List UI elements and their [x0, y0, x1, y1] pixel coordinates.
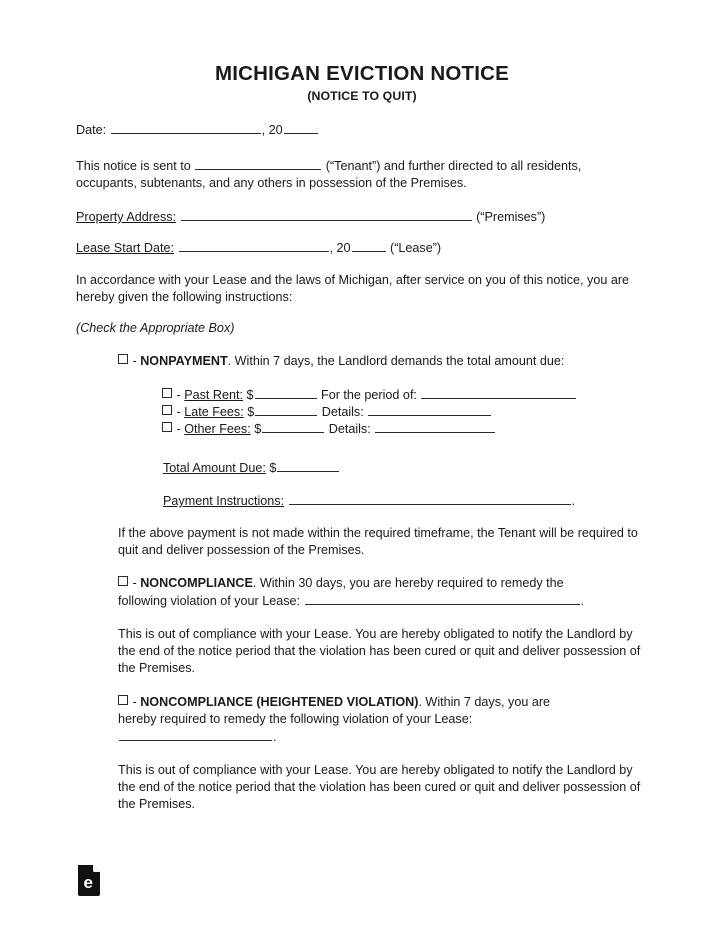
lease-start-date-line [76, 239, 654, 257]
noncompliance-heightened-option[interactable] [118, 694, 648, 747]
noncompliance-heightened-dash: - [132, 695, 137, 709]
late-fees-details-blank[interactable] [368, 403, 491, 416]
past-rent-dash: - [176, 388, 181, 402]
document-header [76, 62, 648, 103]
other-fees-detail-label: Details: [328, 422, 371, 436]
nonpayment-body: . Within 7 days, the Landlord demands the total amount due: [227, 354, 565, 368]
nonpayment-failure-paragraph: If the above payment is not made within the required timeframe, the Tenant will be required to quit and deliver possession of the Premises. [118, 526, 638, 558]
payment-instructions-label: Payment Instructions: [163, 494, 285, 508]
late-fees-detail-label: Details: [321, 405, 364, 419]
check-box-instruction: (Check the Appropriate Box) [76, 321, 235, 335]
noncompliance-compliance-paragraph: This is out of compliance with your Lease. You are hereby obligated to notify the Landlord by the end of the notice period that the violation has been cured or quit and deliver possession of the Premises. [118, 627, 641, 676]
total-amount-due-label: Total Amount Due: [163, 461, 266, 475]
eforms-document-icon [76, 864, 102, 897]
noncompliance-heightened-violation-blank[interactable] [119, 728, 272, 741]
tenant-name-blank[interactable] [195, 157, 321, 170]
past-rent-detail-label: For the period of: [321, 388, 417, 402]
past-rent-currency: $ [246, 388, 254, 402]
noncompliance-second-line: following violation of your Lease: [118, 594, 301, 609]
noncompliance-heading: NONCOMPLIANCE [140, 576, 253, 590]
lease-start-date-blank[interactable] [179, 239, 329, 252]
noncompliance-dash: - [132, 576, 137, 590]
date-input-blank[interactable] [111, 121, 261, 134]
property-address-label: Property Address: [76, 210, 177, 224]
lease-year-blank[interactable] [352, 239, 386, 252]
accordance-paragraph: In accordance with your Lease and the laws of Michigan, after service on you of this notice, you are hereby given the following instructions: [76, 273, 630, 305]
total-amount-due-line [163, 459, 653, 477]
nonpayment-option[interactable] [118, 353, 648, 370]
late-fees-currency: $ [247, 405, 255, 419]
late-fees-row[interactable] [162, 403, 652, 421]
date-label: Date: [76, 123, 107, 137]
tenant-text-before: This notice is sent to [76, 159, 191, 173]
tenant-second-line: occupants, subtenants, and any others in possession of the Premises. [76, 176, 467, 191]
late-fees-amount-blank[interactable] [255, 403, 317, 416]
lease-start-date-label: Lease Start Date: [76, 241, 175, 255]
other-fees-amount-blank[interactable] [262, 420, 324, 433]
total-amount-currency: $ [269, 461, 277, 475]
date-line [76, 121, 648, 139]
payment-instructions-blank[interactable] [289, 492, 571, 505]
date-year-input-blank[interactable] [284, 121, 318, 134]
past-rent-row[interactable] [162, 386, 652, 404]
past-rent-amount-blank[interactable] [255, 386, 317, 399]
nonpayment-heading: NONPAYMENT [140, 354, 228, 368]
payment-instructions-line [163, 492, 653, 510]
noncompliance-heightened-checkbox[interactable] [118, 695, 128, 705]
noncompliance-checkbox[interactable] [118, 576, 128, 586]
page-title: MICHIGAN EVICTION NOTICE [214, 62, 510, 85]
noncompliance-period: . [580, 594, 585, 609]
other-fees-currency: $ [254, 422, 262, 436]
lease-year-prefix: , 20 [329, 241, 351, 255]
noncompliance-heightened-compliance-paragraph: This is out of compliance with your Lease. You are hereby obligated to notify the Landlord by the end of the notice period that the violation has been cured or quit and deliver possession of the Premises. [118, 763, 641, 812]
late-fees-label: Late Fees: [184, 405, 244, 419]
noncompliance-heightened-body: . Within 7 days, you are [418, 695, 551, 709]
tenant-text-after: (“Tenant”) and further directed to all residents, [325, 159, 582, 173]
noncompliance-heightened-heading: NONCOMPLIANCE (HEIGHTENED VIOLATION) [140, 695, 419, 709]
past-rent-label: Past Rent: [184, 388, 244, 402]
payment-instructions-period: . [571, 494, 576, 508]
property-address-line [76, 208, 654, 226]
past-rent-period-blank[interactable] [421, 386, 576, 399]
tenant-notice-paragraph [76, 157, 654, 192]
page-subtitle: (NOTICE TO QUIT) [307, 88, 417, 103]
noncompliance-heightened-second-line: hereby required to remedy the following violation of your Lease: [118, 712, 473, 727]
eforms-logo-letter: e [83, 873, 93, 892]
date-year-prefix: , 20 [261, 123, 283, 137]
nonpayment-checkbox[interactable] [118, 354, 128, 364]
other-fees-row[interactable] [162, 420, 652, 438]
noncompliance-body: . Within 30 days, you are hereby required to remedy the [252, 576, 564, 590]
noncompliance-violation-blank[interactable] [305, 592, 580, 605]
noncompliance-heightened-period: . [273, 730, 277, 745]
late-fees-dash: - [176, 405, 181, 419]
total-amount-blank[interactable] [277, 459, 339, 472]
past-rent-checkbox[interactable] [162, 388, 172, 398]
nonpayment-dash: - [132, 354, 137, 368]
lease-suffix: (“Lease”) [390, 241, 442, 255]
eforms-logo [76, 864, 102, 897]
other-fees-dash: - [176, 422, 181, 436]
late-fees-checkbox[interactable] [162, 405, 172, 415]
other-fees-details-blank[interactable] [375, 420, 495, 433]
noncompliance-option[interactable] [118, 575, 648, 610]
other-fees-label: Other Fees: [184, 422, 251, 436]
property-address-blank[interactable] [181, 208, 472, 221]
other-fees-checkbox[interactable] [162, 422, 172, 432]
property-address-suffix: (“Premises”) [476, 210, 546, 224]
